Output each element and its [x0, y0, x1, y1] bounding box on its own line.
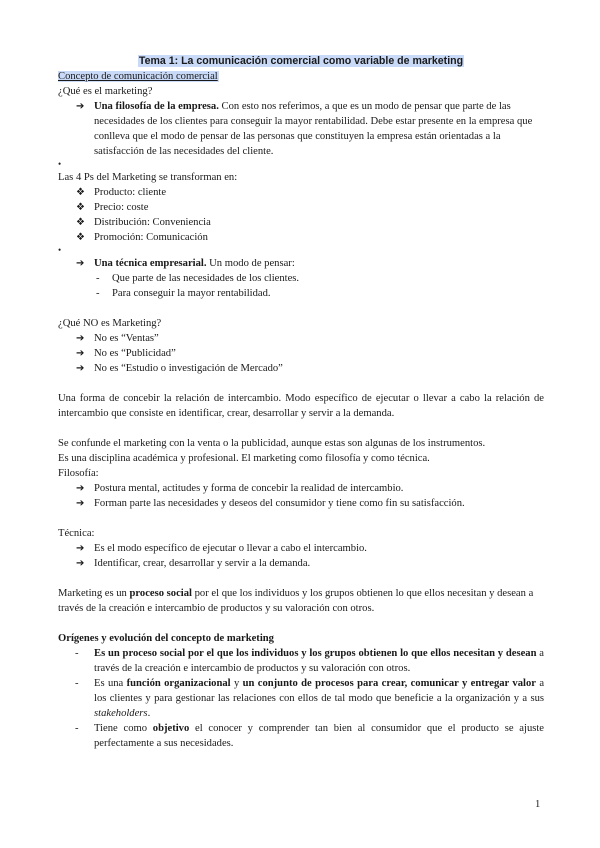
- list-item: - Que parte de las necesidades de los clientes.: [94, 271, 544, 286]
- list-item: ➔ Identificar, crear, desarrollar y servir a la demanda.: [58, 556, 544, 571]
- tecnica-label: Técnica:: [58, 528, 95, 539]
- list-item: ➔ Una técnica empresarial. Un modo de pensar:: [58, 256, 544, 271]
- list-item: - Tiene como objetivo el conocer y comprender tan bien al consumidor que el producto se ajuste perfectamente a sus necesidades.: [58, 721, 544, 751]
- concept-heading: Concepto de comunicación comercial: [58, 71, 218, 82]
- list-item: ❖ Producto: cliente: [58, 185, 544, 200]
- list-item: ➔ Es el modo específico de ejecutar o llevar a cabo el intercambio.: [58, 541, 544, 556]
- list-item: ➔ Forman parte las necesidades y deseos del consumidor y tiene como fin su satisfacción.: [58, 496, 544, 511]
- bullet-dot: •: [58, 245, 62, 255]
- list-item: ➔ Una filosofía de la empresa. Con esto nos referimos, a que es un modo de pensar que parte de las necesidades de los clientes para conseguir la mayor rentabilidad. Debe estar presente en la empresa que conlleva que el modo de pensar de las personas que constituyen la empresa están orientadas a la satisfacción de las necesidades del cliente.: [58, 99, 544, 159]
- document-title: Tema 1: La comunicación comercial como variable de marketing: [138, 55, 464, 67]
- filosofia-list: [58, 99, 544, 159]
- bullet-dot: •: [58, 159, 62, 169]
- paragraph-proceso-social: Marketing es un proceso social por el que los individuos y los grupos obtienen lo que ellos necesitan y desean a través de la creación e intercambio de productos y su valoración con otros.: [58, 588, 534, 614]
- list-item: ➔ No es “Estudio o investigación de Mercado”: [58, 361, 544, 376]
- list-item: ❖ Promoción: Comunicación: [58, 230, 544, 245]
- list-item: - Para conseguir la mayor rentabilidad.: [94, 286, 544, 301]
- origenes-heading: Orígenes y evolución del concepto de marketing: [58, 633, 274, 644]
- list-item: ➔ No es “Ventas”: [58, 331, 544, 346]
- origenes-list: [58, 646, 544, 751]
- document-page: [58, 54, 544, 751]
- list-item: ❖ Distribución: Conveniencia: [58, 215, 544, 230]
- tecnica-list: [58, 256, 544, 271]
- tecnica-sublist: [94, 271, 544, 301]
- tecnica-points: [58, 541, 544, 571]
- question-not-marketing: ¿Qué NO es Marketing?: [58, 318, 162, 329]
- four-ps-intro: Las 4 Ps del Marketing se transforman en:: [58, 172, 238, 183]
- four-ps-list: [58, 185, 544, 245]
- paragraph-confunde: Se confunde el marketing con la venta o la publicidad, aunque estas son algunas de los instrumentos.: [58, 438, 486, 449]
- list-item: ❖ Precio: coste: [58, 200, 544, 215]
- question-marketing: ¿Qué es el marketing?: [58, 86, 153, 97]
- filosofia-points: [58, 481, 544, 511]
- list-item: - Es una función organizacional y un conjunto de procesos para crear, comunicar y entregar valor a los clientes y para gestionar las relaciones con ellos de tal modo que beneficie a la organización y a sus stakeholders.: [58, 676, 544, 721]
- paragraph-relacion: Una forma de concebir la relación de intercambio. Modo específico de ejecutar o llevar a cabo la relación de intercambio que consiste en identificar, crear, desarrollar y servir a la demanda.: [58, 393, 544, 419]
- list-item: ➔ No es “Publicidad”: [58, 346, 544, 361]
- filosofia-label: Filosofía:: [58, 468, 99, 479]
- list-item: - Es un proceso social por el que los individuos y los grupos obtienen lo que ellos necesitan y desean a través de la creación e intercambio de productos y su valoración con otros.: [58, 646, 544, 676]
- not-marketing-list: [58, 331, 544, 376]
- list-item: ➔ Postura mental, actitudes y forma de concebir la realidad de intercambio.: [58, 481, 544, 496]
- paragraph-disciplina: Es una disciplina académica y profesional. El marketing como filosofía y como técnica.: [58, 453, 430, 464]
- page-number: 1: [535, 799, 541, 810]
